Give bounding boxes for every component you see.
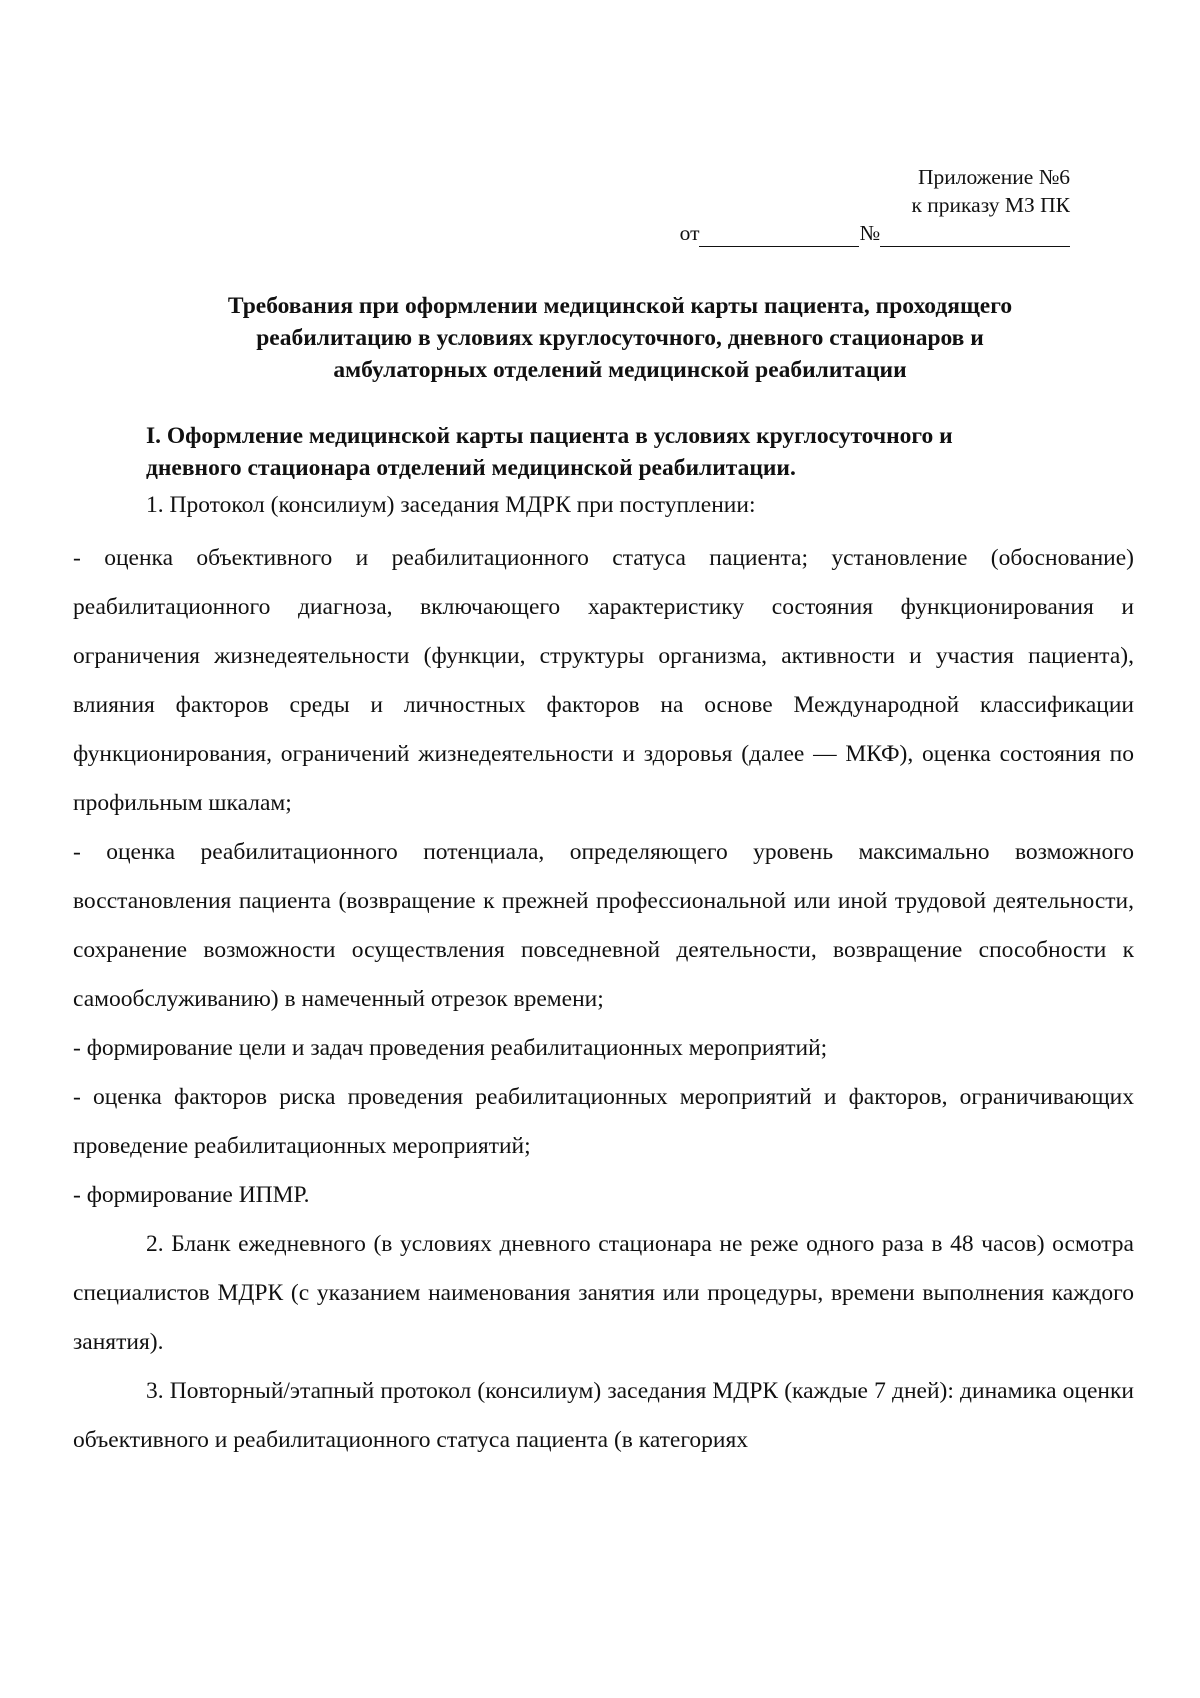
section-1-heading-line-1: I. Оформление медицинской карты пациента в условиях круглосуточного и (146, 423, 953, 449)
document-title (130, 290, 1110, 386)
section-1-heading-line-2: дневного стационара отделений медицинской реабилитации. (146, 455, 796, 481)
bullet-ipmr: - формирование ИПМР. (73, 1182, 310, 1208)
title-line-1: Требования при оформлении медицинской карты пациента, проходящего (227, 293, 1013, 319)
title-line-2: реабилитацию в условиях круглосуточного, дневного стационаров и (256, 325, 984, 351)
item-3-paragraph: 3. Повторный/этапный протокол (консилиум) заседания МДРК (каждые 7 дней): динамика оценки объективного и реабилитационного статуса пациента (в категориях (73, 1378, 1134, 1453)
annex-date-number-line (570, 219, 1070, 247)
annex-number-blank (880, 224, 1070, 247)
bullet-risk-factors: - оценка факторов риска проведения реабилитационных мероприятий и факторов, ограничивающих проведение реабилитационных мероприятий; (73, 1084, 1134, 1159)
bullet-rehab-potential: - оценка реабилитационного потенциала, определяющего уровень максимально возможного восстановления пациента (возвращение к прежней профессиональной или иной трудовой деятельности, сохранение возможности осуществления повседневной деятельности, возвращение способности к самообслуживанию) в намеченный отрезок времени; (73, 839, 1134, 1012)
title-line-3: амбулаторных отделений медицинской реабилитации (333, 357, 907, 383)
annex-number: Приложение №6 (917, 165, 1070, 189)
bullet-goals: - формирование цели и задач проведения реабилитационных мероприятий; (73, 1035, 828, 1061)
item-1-intro: 1. Протокол (консилиум) заседания МДРК при поступлении: (146, 492, 756, 518)
bullet-status-assessment: - оценка объективного и реабилитационного статуса пациента; установление (обоснование) реабилитационного диагноза, включающего характеристику состояния функционирования и ограничения жизнедеятельности (функции, структуры организма, активности и участия пациента), влияния факторов среды и личностных факторов на основе Международной классификации функционирования, ограничений жизнедеятельности и здоровья (далее — МКФ), оценка состояния по профильным шкалам; (73, 545, 1134, 816)
section-1-heading (146, 420, 1136, 484)
annex-header (570, 163, 1070, 247)
annex-order-reference: к приказу МЗ ПК (911, 193, 1070, 217)
annex-number-label: № (859, 221, 880, 245)
section-1-body (73, 488, 1134, 1465)
item-2-paragraph: 2. Бланк ежедневного (в условиях дневного стационара не реже одного раза в 48 часов) осмотра специалистов МДРК (с указанием наименования занятия или процедуры, времени выполнения каждого занятия). (73, 1231, 1134, 1355)
annex-from-label: от (679, 221, 700, 245)
annex-date-blank (699, 224, 859, 247)
